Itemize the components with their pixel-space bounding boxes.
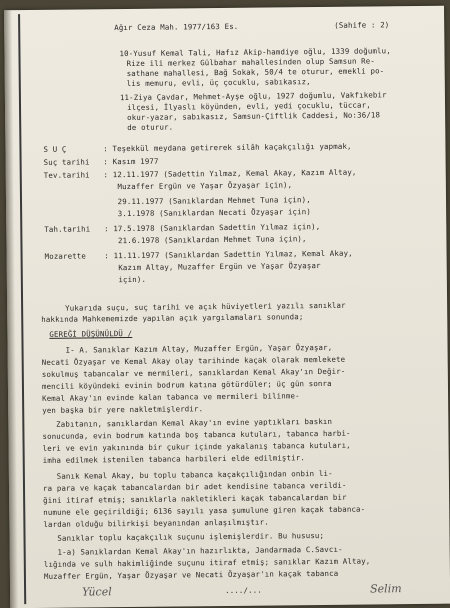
field-line: Mozarette : 11.11.1977 (Sanıklardan Sadettin Yılmaz, Kemal Akay,	[44, 248, 353, 261]
body-line: mencili köyündeki evinin bodrum katına götürdüler; üç gün sonra	[41, 378, 332, 391]
field-line: Tah.tarihi : 17.5.1978 (Sanıklardan Sadettin Yılmaz için),	[44, 222, 321, 234]
field-line: 21.6.1978 (Sanıklardan Mehmet Tuna için),	[44, 234, 307, 246]
handwritten-signature-left: Yücel	[82, 585, 112, 599]
body-line: ğini itiraf etmiş; sanıklarla nakletikleri kaçak tabancalardan bir	[43, 492, 347, 505]
body-line: Muzaffer Ergün, Yaşar Özyaşar ve Necati Özyaşar'ın kaçak tabanca	[43, 568, 339, 581]
body-line: leri ve evin yakınında bir çukur içinde yakalanış tabanca kutuları,	[42, 440, 351, 453]
case-reference: Ağır Ceza Mah. 1977/163 Es.	[114, 21, 239, 33]
text-line: 10-Yusuf Kemal Tali, Hafız Akip-hamdiye oğlu, 1339 doğumlu,	[119, 46, 391, 59]
document-page	[4, 6, 450, 608]
intro-line: Yukarıda suçu, suç tarihi ve açık hüviyetleri yazılı sanıklar	[65, 300, 346, 313]
page-edge-shadow	[4, 10, 18, 608]
field-line: Kazım Altay, Muzaffer Ergün ve Yaşar Özyaşar	[44, 261, 321, 273]
page-continuation: ..../...	[225, 585, 262, 596]
section-title: GEREĞİ DÜŞÜNÜLDÜ /	[49, 328, 133, 339]
field-line: S U Ç : Teşekkül meydana getirerek silâh kaçakçılığı yapmak,	[43, 141, 352, 154]
text-line: de oturur.	[127, 122, 174, 133]
text-line: lis memuru, evli, üç çocuklu, sabıkasız,	[126, 77, 311, 89]
field-line: Suç tarihi : Kasım 1977	[43, 156, 159, 167]
field-line: Muzaffer Ergün ve Yaşar Özyaşar için),	[43, 180, 293, 192]
field-line: için).	[44, 274, 147, 285]
body-line: Zabıtanın, sanıklardan Kemal Akay'ın evine yaptıkları baskın	[42, 416, 333, 429]
body-line: I- A. Sanıklar Kazım Altay, Muzaffer Ergün, Yaşar Özyaşar,	[65, 342, 333, 355]
body-line: Sanıklar toplu kaçakçılık suçunu işlemişlerdir. Bu hususu;	[43, 530, 325, 543]
intro-line: hakkında Mahkememizde yapılan açık yargılamaları sonunda;	[41, 312, 304, 324]
text-line: 11-Ziya Çavdar, Mehmet-Ayşe oğlu, 1927 doğumlu, Vakfıkebir	[119, 90, 387, 103]
margin-rule	[18, 14, 26, 604]
field-line: 29.11.1977 (Sanıklardan Mehmet Tuna için),	[43, 195, 311, 207]
body-line: lardan olduğu bilirkişi beyanından anlaşılmıştır.	[43, 517, 269, 529]
text-line: Rize ili merkez Gülbahar mahallesinden olup Samsun Re-	[126, 56, 375, 69]
text-line: sathane mahallesi, Bağ Sokak, 50/4 te oturur, emekli po-	[126, 66, 385, 79]
body-line: Sanık Kemal Akay, bu toplu tabanca kaçakçılığından onbin li-	[42, 468, 333, 481]
body-line: Necati Özyaşar ve Kemal Akay olay tarihinde kaçak olarak memlekete	[41, 354, 346, 367]
body-line: yen başka bir yere nakletmişlerdir.	[42, 404, 204, 415]
handwritten-signature-right: Selim	[370, 582, 402, 596]
field-line: Tev.tarihi : 12.11.1977 (Sadettin Yılmaz, Kemal Akay, Kazım Altay,	[43, 167, 357, 180]
body-line: sokulmuş tabancalar ve mermileri, sanıklardan Kemal Akay'ın Değir-	[41, 366, 346, 379]
body-line: imha edilmek istenilen tabanca harbileri elde edilmiştir.	[42, 453, 305, 465]
body-line: ra para ve kaçak tabancalardan bir adet kendisine tabanca verildi-	[42, 480, 347, 493]
body-line: lığında ve sulh hakimliğinde suçunu itiraf etmiş; sanıklar Kazım Altay,	[43, 556, 371, 569]
text-line: ilçesi, İlyaslı köyünden, evli, yedi çocuklu, tüccar,	[126, 100, 371, 113]
body-line: Kemal Akay'ın evinde kalan tabanca ve mermileri bilinme-	[42, 391, 300, 403]
field-line: 3.1.1978 (Sanıklardan Necati Özyaşar için)	[44, 207, 311, 219]
body-line: 1-a) Sanıklardan Kemal Akay'ın hazırlıkta, Jandarmada C.Savcı-	[43, 544, 343, 557]
text-line: okur-yazar, sabıkasız, Samsun-Çiftlik Caddesi, No:36/18	[127, 110, 381, 123]
body-line: sonucunda, evin bodrum katında boş tabanca kutuları, tabanca harbi-	[42, 428, 351, 441]
body-line: numune ele geçirildiği; 6136 sayılı yasa şumulune giren kaçak tabanca-	[43, 504, 366, 517]
page-number: (Sahife : 2)	[334, 20, 390, 30]
